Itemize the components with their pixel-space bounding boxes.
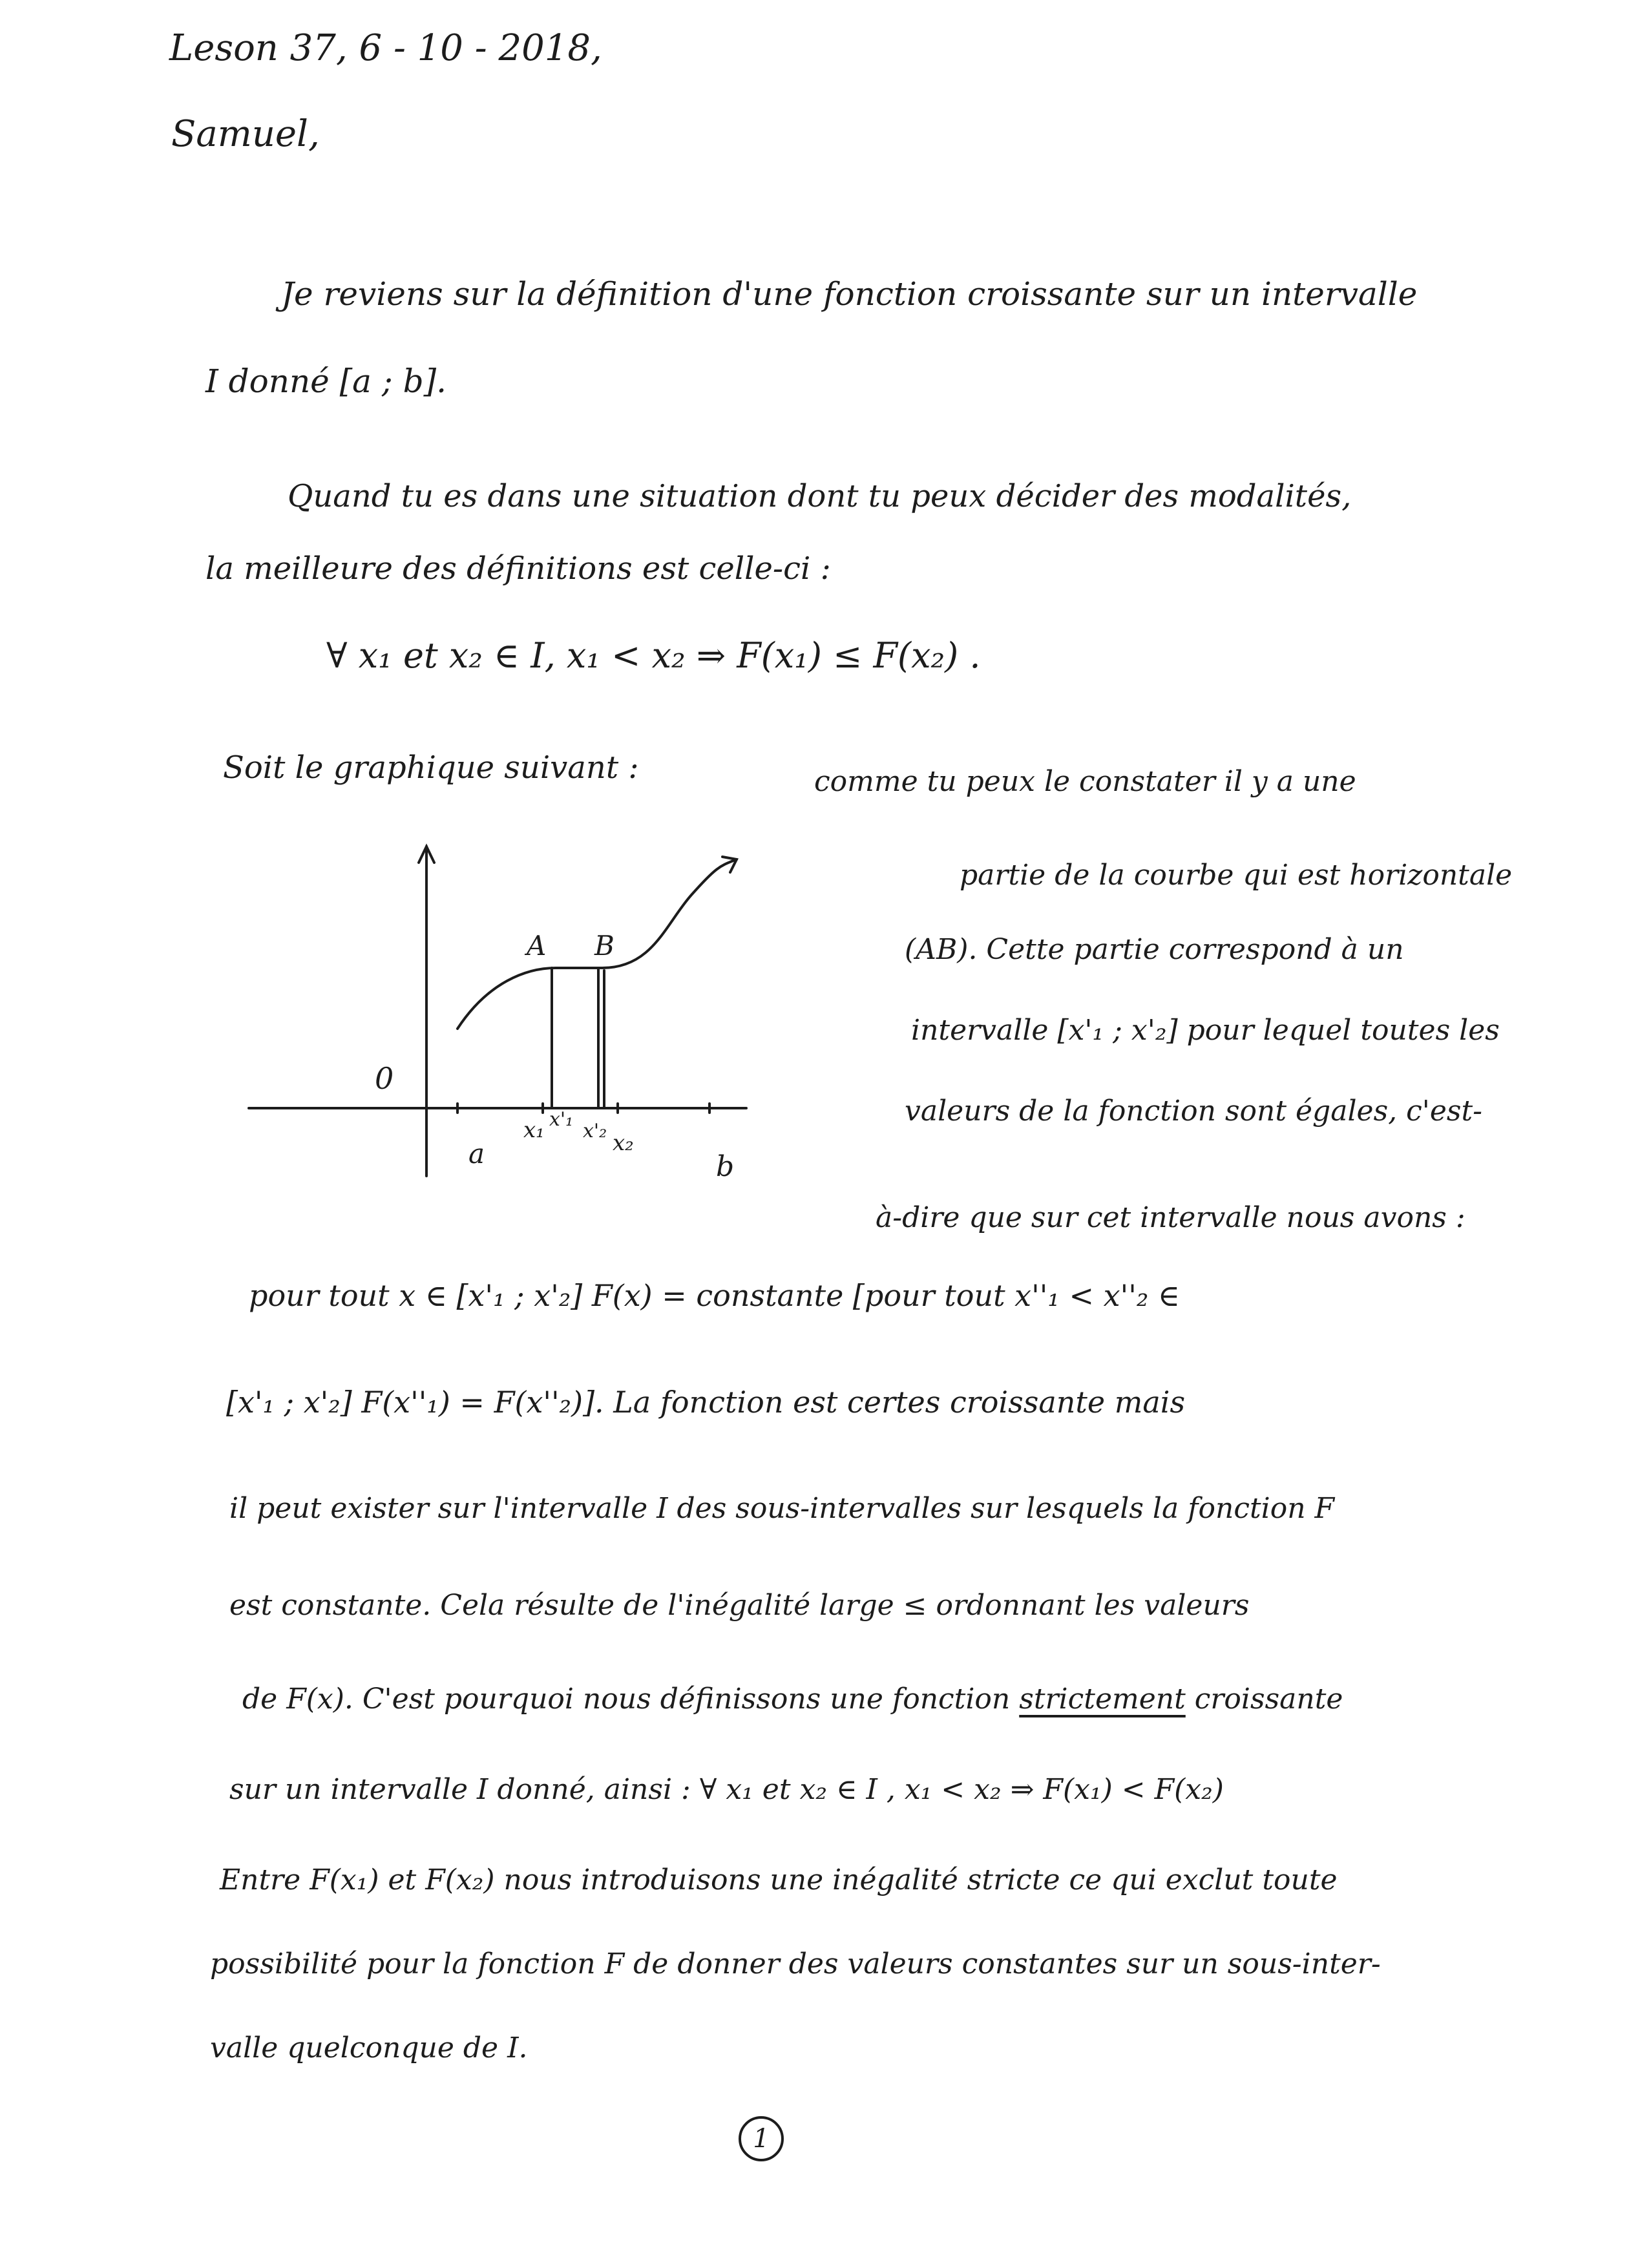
graph-intro: Soit le graphique suivant : — [223, 750, 639, 786]
side-text-line: comme tu peux le constater il y a une — [814, 765, 1356, 798]
paragraph-3-line: [x'₁ ; x'₂] F(x''₁) = F(x''₂)]. La fonction est certes croissante mais — [226, 1385, 1186, 1420]
tick-x2-label: x₂ — [613, 1130, 634, 1156]
paragraph-4-line: Entre F(x₁) et F(x₂) nous introduisons une inégalité stricte ce qui exclut toute — [220, 1864, 1338, 1896]
page-number: 1 — [739, 2116, 784, 2161]
function-graph — [239, 834, 821, 1195]
emphasis-strictement: strictement — [1019, 1683, 1186, 1716]
paragraph-4-line: valle quelconque de I. — [210, 2032, 528, 2064]
tick-x2prime-label: x'₂ — [583, 1120, 607, 1142]
definition-formula: ∀ x₁ et x₂ ∈ I, x₁ < x₂ ⇒ F(x₁) ≤ F(x₂) . — [326, 635, 981, 676]
point-a-label: A — [527, 930, 547, 961]
tick-x1prime-label: x'₁ — [549, 1108, 574, 1131]
side-text-line: à-dire que sur cet intervalle nous avons : — [876, 1201, 1465, 1234]
lesson-date: Leson 37, 6 - 10 - 2018, — [169, 27, 602, 69]
paragraph-4-line: possibilité pour la fonction F de donner des valeurs constantes sur un sous-inter- — [210, 1948, 1381, 1980]
paragraph-4-text: de F(x). C'est pourquoi nous définissons une fonction — [242, 1683, 1020, 1716]
paragraph-4-line-1 — [242, 1680, 1343, 1719]
paragraph-2-line: la meilleure des définitions est celle-ci : — [205, 551, 831, 587]
paragraph-3-line: il peut exister sur l'intervalle I des sous-intervalles sur lesquels la fonction F — [229, 1492, 1335, 1525]
paragraph-3-line: pour tout x ∈ [x'₁ ; x'₂] F(x) = constante [pour tout x''₁ < x''₂ ∈ — [249, 1278, 1180, 1313]
tick-x1-label: x₁ — [523, 1117, 545, 1143]
paragraph-4-line: sur un intervalle I donné, ainsi : ∀ x₁ et x₂ ∈ I , x₁ < x₂ ⇒ F(x₁) < F(x₂) — [229, 1773, 1224, 1806]
side-text-line: valeurs de la fonction sont égales, c'est- — [905, 1095, 1483, 1128]
paragraph-2-line: Quand tu es dans une situation dont tu peux décider des modalités, — [288, 478, 1352, 514]
origin-label: 0 — [375, 1061, 394, 1096]
tick-b-label: b — [716, 1150, 735, 1183]
paragraph-3-line: est constante. Cela résulte de l'inégalité large ≤ ordonnant les valeurs — [229, 1589, 1250, 1622]
tick-a-label: a — [468, 1138, 485, 1170]
paragraph-4-text: croissante — [1185, 1683, 1343, 1716]
point-b-label: B — [594, 930, 614, 961]
side-text-line: intervalle [x'₁ ; x'₂] pour lequel toutes les — [911, 1014, 1500, 1047]
side-text-line: (AB). Cette partie correspond à un — [905, 933, 1404, 966]
side-text-line: partie de la courbe qui est horizontale — [960, 859, 1513, 892]
paragraph-1-line: Je reviens sur la définition d'une fonction croissante sur un intervalle — [281, 275, 1418, 313]
paragraph-1-line: I donné [a ; b]. — [205, 362, 446, 400]
greeting: Samuel, — [171, 113, 320, 155]
